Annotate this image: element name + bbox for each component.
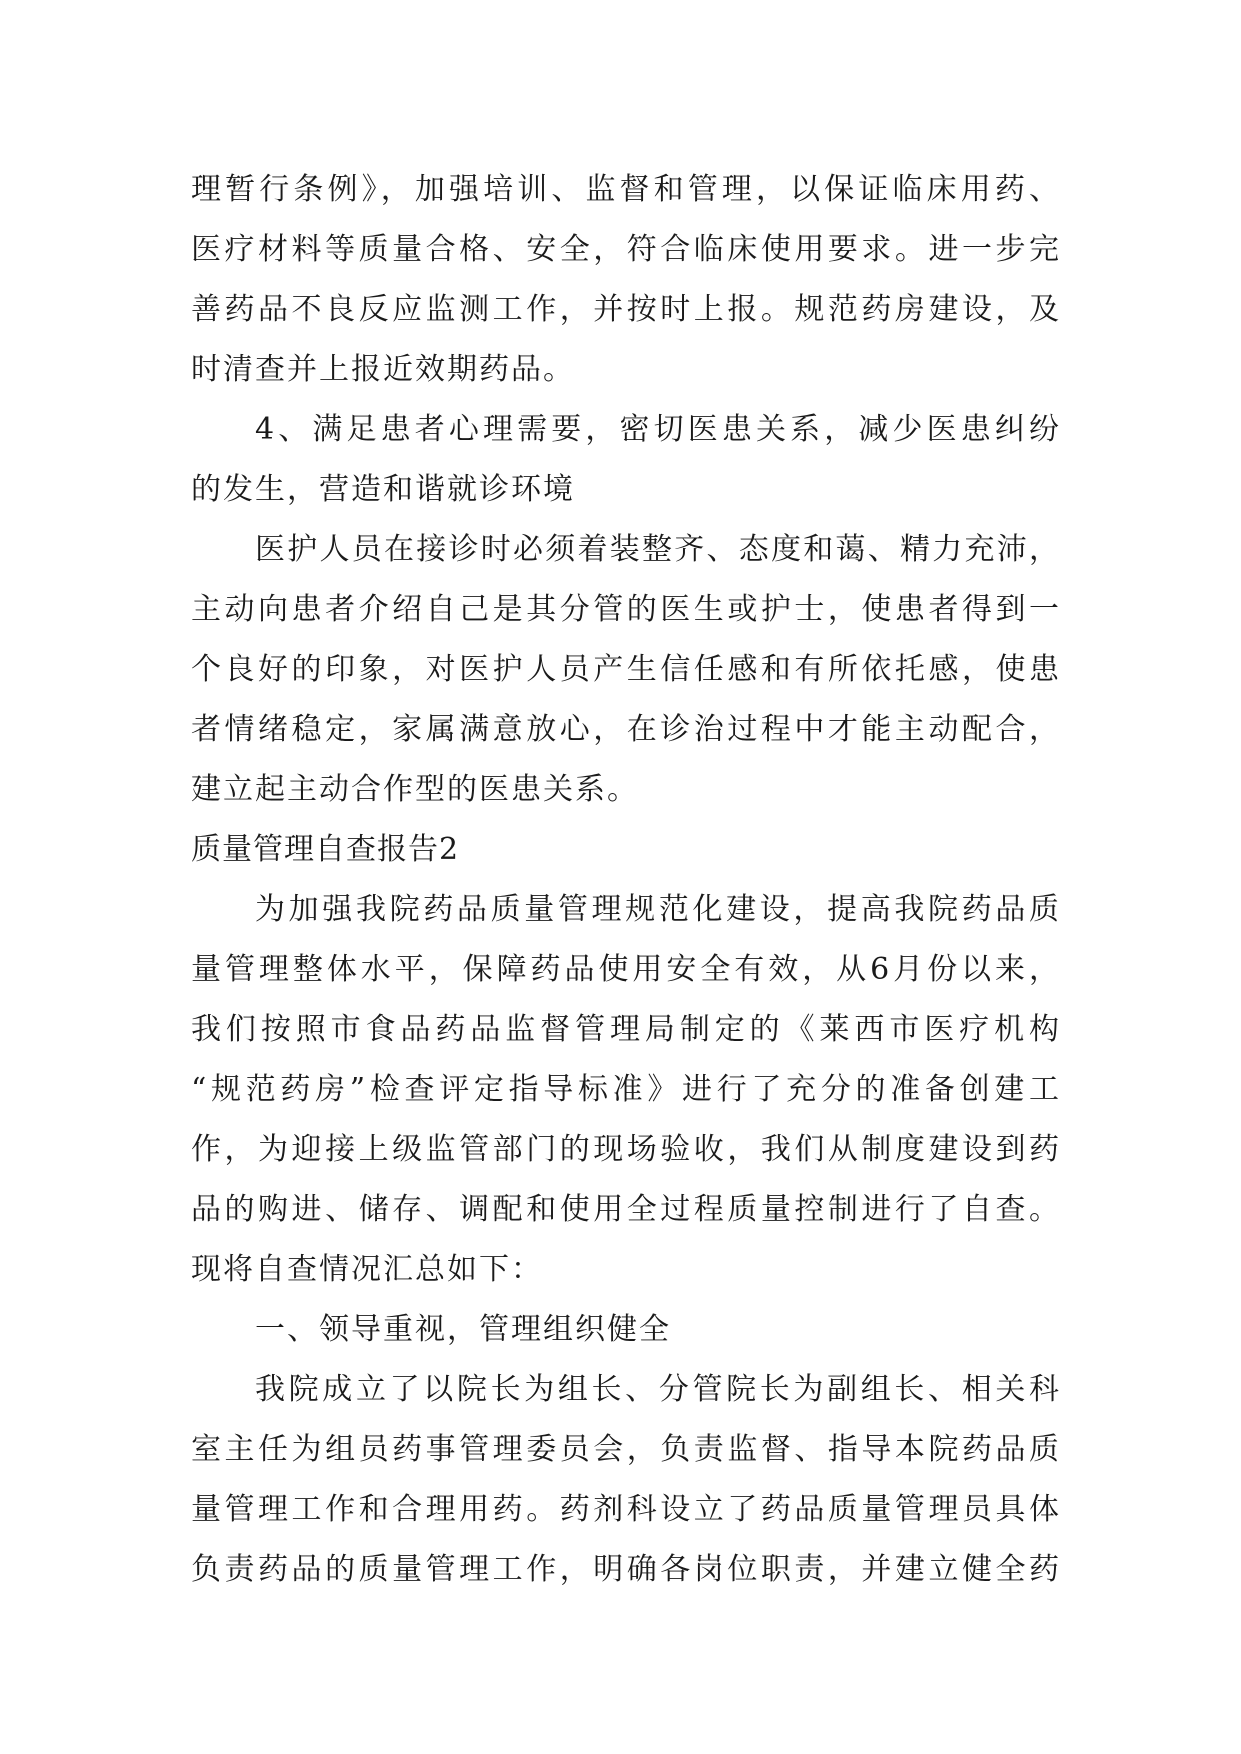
paragraph-line: 作，为迎接上级监管部门的现场验收，我们从制度建设到药	[191, 1132, 1061, 1167]
paragraph-line: “规范药房”检查评定指导标准》进行了充分的准备创建工	[191, 1072, 1061, 1107]
paragraph-line: 品的购进、储存、调配和使用全过程质量控制进行了自查。	[191, 1192, 1061, 1227]
paragraph-line: 建立起主动合作型的医患关系。	[191, 772, 639, 807]
paragraph-line: 时清查并上报近效期药品。	[191, 352, 575, 387]
section-heading-line: 4、满足患者心理需要，密切医患关系，减少医患纠纷	[255, 412, 1061, 447]
paragraph-line: 量管理整体水平，保障药品使用安全有效，从6月份以来，	[191, 952, 1061, 987]
paragraph-line: 现将自查情况汇总如下：	[191, 1252, 543, 1287]
report-title: 质量管理自查报告2	[191, 832, 460, 867]
document-body	[191, 160, 1061, 1600]
paragraph-line: 者情绪稳定，家属满意放心，在诊治过程中才能主动配合，	[191, 712, 1061, 747]
section-heading-line: 的发生，营造和谐就诊环境	[191, 472, 575, 507]
paragraph-line: 室主任为组员药事管理委员会，负责监督、指导本院药品质	[191, 1432, 1061, 1467]
paragraph-line: 我院成立了以院长为组长、分管院长为副组长、相关科	[255, 1372, 1061, 1407]
paragraph-line: 主动向患者介绍自己是其分管的医生或护士，使患者得到一	[191, 592, 1061, 627]
paragraph-line: 量管理工作和合理用药。药剂科设立了药品质量管理员具体	[191, 1492, 1061, 1527]
paragraph-line: 我们按照市食品药品监督管理局制定的《莱西市医疗机构	[191, 1012, 1061, 1047]
paragraph-line: 医护人员在接诊时必须着装整齐、态度和蔼、精力充沛，	[255, 532, 1061, 567]
paragraph-line: 为加强我院药品质量管理规范化建设，提高我院药品质	[255, 892, 1061, 927]
paragraph-line: 理暂行条例》，加强培训、监督和管理，以保证临床用药、	[191, 172, 1061, 207]
paragraph-line: 负责药品的质量管理工作，明确各岗位职责，并建立健全药	[191, 1552, 1061, 1587]
paragraph-line: 善药品不良反应监测工作，并按时上报。规范药房建设，及	[191, 292, 1061, 327]
section-heading-line: 一、领导重视，管理组织健全	[255, 1312, 671, 1347]
paragraph-line: 医疗材料等质量合格、安全，符合临床使用要求。进一步完	[191, 232, 1061, 267]
paragraph-line: 个良好的印象，对医护人员产生信任感和有所依托感，使患	[191, 652, 1061, 687]
